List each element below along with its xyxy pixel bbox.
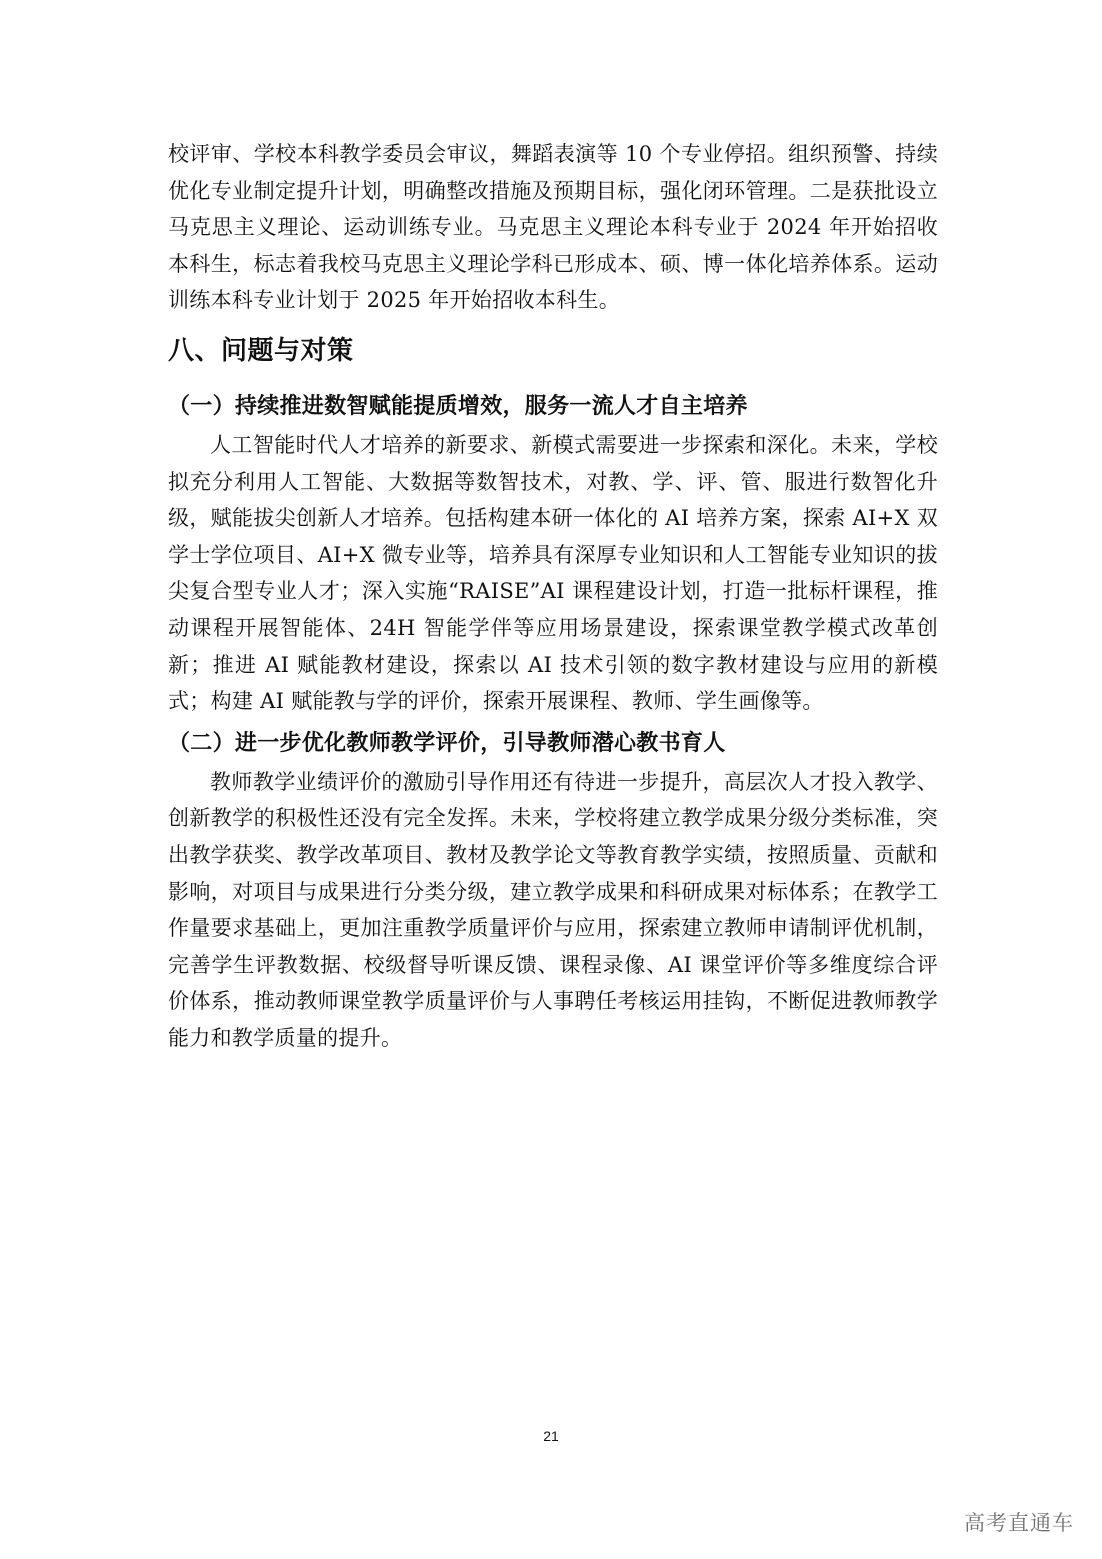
document-body bbox=[168, 136, 938, 1056]
subsection-heading-1: （一）持续推进数智赋能提质增效，服务一流人才自主培养 bbox=[168, 393, 748, 419]
page-number: 21 bbox=[543, 1428, 559, 1444]
intro-paragraph: 校评审、学校本科教学委员会审议，舞蹈表演等 10 个专业停招。组织预警、持续优化专业制定提升计划，明确整改措施及预期目标，强化闭环管理。二是获批设立马克思主义理论、运动训练专业。马克思主义理论本科专业于 2024 年开始招收本科生，标志着我校马克思主义理论学科已形成本、硕、博一体化培养体系。运动训练本科专业计划于 2025 年开始招收本科生。 bbox=[168, 142, 938, 313]
subsection-body-1: 人工智能时代人才培养的新要求、新模式需要进一步探索和深化。未来，学校拟充分利用人工智能、大数据等数智技术，对教、学、评、管、服进行数智化升级，赋能拔尖创新人才培养。包括构建本研一体化的 AI 培养方案，探索 AI+X 双学士学位项目、AI+X 微专业等，培养具有深厚专业知识和人工智能专业知识的拔尖复合型专业人才；深入实施“RAISE”AI 课程建设计划，打造一批标杆课程，推动课程开展智能体、24H 智能学伴等应用场景建设，探索课堂教学模式改革创新；推进 AI 赋能教材建设，探索以 AI 技术引领的数字教材建设与应用的新模式；构建 AI 赋能教与学的评价，探索开展课程、教师、学生画像等。 bbox=[168, 432, 938, 714]
subsection-body-2: 教师教学业绩评价的激励引导作用还有待进一步提升，高层次人才投入教学、创新教学的积极性还没有完全发挥。未来，学校将建立教学成果分级分类标准，突出教学获奖、教学改革项目、教材及教学论文等教育教学实绩，按照质量、贡献和影响，对项目与成果进行分类分级，建立教学成果和科研成果对标体系；在教学工作量要求基础上，更加注重教学质量评价与应用，探索建立教师申请制评优机制，完善学生评教数据、校级督导听课反馈、课程录像、AI 课堂评价等多维度综合评价体系，推动教师课堂教学质量评价与人事聘任考核运用挂钩，不断促进教师教学能力和教学质量的提升。 bbox=[168, 769, 938, 1050]
subsection-heading-2: （二）进一步优化教师教学评价，引导教师潜心教书育人 bbox=[168, 730, 726, 756]
section-heading: 八、问题与对策 bbox=[168, 335, 354, 366]
watermark: 高考直通车 bbox=[964, 1511, 1074, 1535]
